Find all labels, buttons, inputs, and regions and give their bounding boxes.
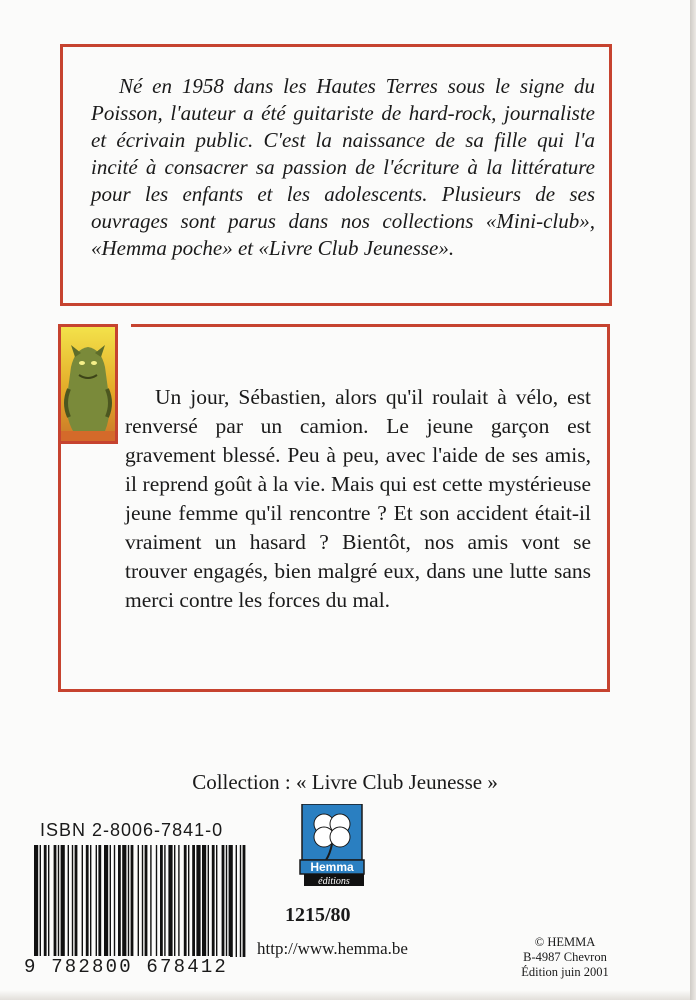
barcode-bar bbox=[208, 845, 209, 957]
summary-frame bbox=[58, 324, 610, 692]
barcode-bar bbox=[202, 845, 206, 957]
frame-gap bbox=[117, 319, 131, 329]
barcode-bar bbox=[150, 845, 151, 957]
page-bottom-edge bbox=[0, 990, 690, 1000]
barcode-bar bbox=[216, 845, 217, 957]
barcode-bar bbox=[226, 845, 227, 957]
barcode-bar bbox=[118, 845, 121, 957]
barcode-bar bbox=[188, 845, 189, 957]
barcode-bar bbox=[90, 845, 91, 957]
barcode-bar bbox=[54, 845, 57, 957]
barcode-bar bbox=[61, 845, 65, 957]
author-bio-text: Né en 1958 dans les Hautes Terres sous le signe du Poisson, l'auteur a été guitariste de hard-rock, journaliste et écrivain public. C'est la naissance de sa fille qui l'a incité à consacrer sa passion de l'écriture à la littérature pour les enfants et les adolescents. Plusieurs de ses ouvrages sont parus dans nos collections «Mini-club», «Hemma poche» et «Livre Club Jeunesse». bbox=[91, 74, 595, 260]
barcode-bar bbox=[240, 845, 241, 957]
edition-line: Édition juin 2001 bbox=[521, 965, 609, 979]
barcode-bar bbox=[44, 845, 47, 957]
barcode-bar bbox=[40, 845, 41, 957]
barcode-bar bbox=[110, 845, 111, 957]
barcode-bar bbox=[75, 845, 78, 957]
barcode-bar bbox=[178, 845, 179, 957]
logo-name: Hemma bbox=[310, 860, 354, 874]
barcode-bar bbox=[212, 845, 215, 957]
publisher-info bbox=[510, 935, 620, 980]
collection-label: Collection : bbox=[192, 770, 291, 794]
barcode-bar bbox=[168, 845, 172, 957]
collection-name: « Livre Club Jeunesse » bbox=[296, 770, 498, 794]
barcode bbox=[32, 845, 250, 963]
copyright-line: © HEMMA bbox=[534, 935, 596, 949]
barcode-bar bbox=[72, 845, 73, 957]
catalog-code: 1215/80 bbox=[285, 904, 351, 926]
barcode-bar bbox=[145, 845, 148, 957]
barcode-bar bbox=[122, 845, 126, 957]
creature-illustration-thumbnail bbox=[58, 324, 118, 444]
barcode-bar bbox=[164, 845, 165, 957]
barcode-bar bbox=[82, 845, 83, 957]
barcode-bar bbox=[138, 845, 139, 957]
barcode-bar bbox=[114, 845, 115, 957]
isbn-number: ISBN 2-8006-7841-0 bbox=[40, 820, 224, 840]
barcode-bar bbox=[174, 845, 175, 957]
barcode-bar bbox=[68, 845, 69, 957]
barcode-bar bbox=[160, 845, 163, 957]
barcode-bar bbox=[229, 845, 233, 957]
barcode-bar bbox=[104, 845, 108, 957]
cover-edge bbox=[690, 0, 696, 1000]
collection-line bbox=[0, 770, 690, 795]
address-line: B-4987 Chevron bbox=[523, 950, 607, 964]
website-url: http://www.hemma.be bbox=[257, 939, 408, 958]
barcode-bar bbox=[96, 845, 97, 957]
barcode-bar bbox=[222, 845, 225, 957]
hemma-logo bbox=[296, 804, 368, 886]
creature-illustration bbox=[61, 327, 115, 441]
barcode-bar bbox=[98, 845, 101, 957]
barcode-bar bbox=[142, 845, 143, 957]
author-bio-frame bbox=[60, 44, 612, 306]
barcode-bar bbox=[48, 845, 49, 957]
barcode-bar bbox=[131, 845, 134, 957]
logo-subtitle: éditions bbox=[318, 876, 350, 886]
barcode-bar bbox=[128, 845, 129, 957]
barcode-bar bbox=[184, 845, 187, 957]
barcode-bar bbox=[156, 845, 157, 957]
barcode-bar bbox=[192, 845, 195, 957]
barcode-digits: 9 782800 678412 bbox=[24, 956, 229, 978]
barcode-bar bbox=[236, 845, 237, 957]
barcode-bar bbox=[86, 845, 89, 957]
barcode-bar bbox=[196, 845, 200, 957]
summary-text: Un jour, Sébastien, alors qu'il roulait à vélo, est renversé par un camion. Le jeune garçon est gravement blessé. Peu à peu, avec l'aide de ses amis, il reprend goût à la vie. Mais qui est cette mystérieuse jeune femme qu'il rencontre ? Et son accident était-il vraiment un hasard ? Bientôt, nos amis vont se trouver engagés, bien malgré eux, dans une lutte sans merci contre les forces du mal. bbox=[125, 385, 591, 612]
barcode-bar bbox=[34, 845, 38, 957]
barcode-bar bbox=[243, 845, 246, 957]
barcode-bar bbox=[58, 845, 59, 957]
